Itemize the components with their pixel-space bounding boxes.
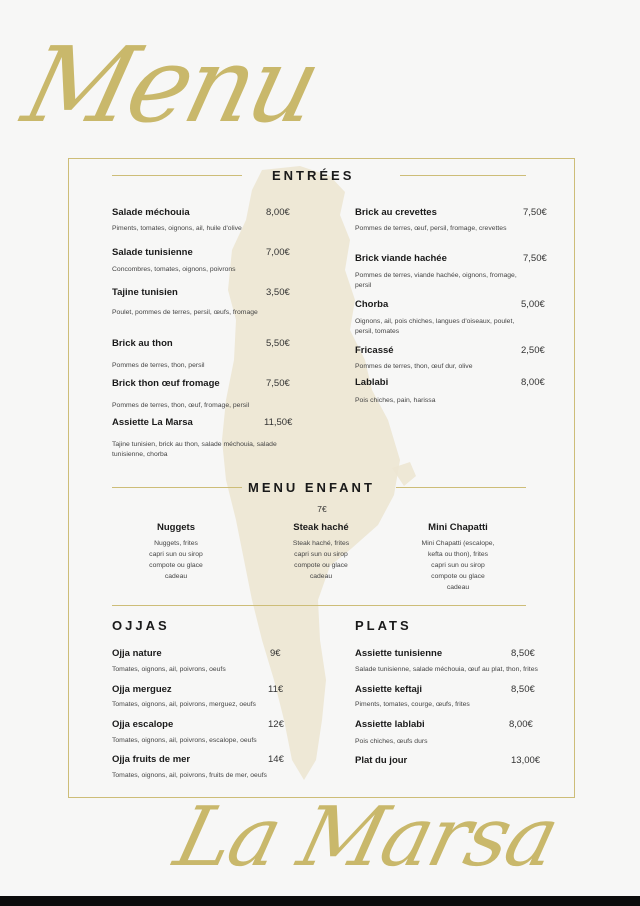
plat-desc: Piments, tomates, courge, œufs, frites [355,701,470,708]
kid-item-name: Steak haché [293,522,349,533]
plat-name: Assiette keftaji [355,684,423,695]
entree-price: 5,00€ [521,299,545,310]
entree-name: Brick au crevettes [355,207,437,218]
entree-name: Chorba [355,299,389,310]
ojja-desc: Tomates, oignons, ail, poivrons, escalope, oeufs [112,737,257,744]
plat-desc: Salade tunisienne, salade méchouia, œuf au plat, thon, frites [355,666,538,673]
ojja-price: 12€ [268,719,284,730]
kid-item-name: Mini Chapatti [428,522,488,533]
entree-price: 2,50€ [521,345,545,356]
entree-price: 7,50€ [266,378,290,389]
kid-item-desc: Steak haché, frites capri sun ou sirop compote ou glace cadeau [292,540,350,580]
menu-enfant-heading: MENU ENFANT [248,480,375,495]
entree-name: Tajine tunisien [112,287,178,298]
entree-price: 11,50€ [264,417,293,428]
menu-title: Menu [12,24,330,146]
plat-name: Assiette lablabi [355,719,425,730]
ojja-desc: Tomates, oignons, ail, poivrons, fruits de mer, oeufs [112,772,267,779]
entree-name: Assiette La Marsa [112,417,193,428]
entree-desc: Pommes de terres, thon, œuf dur, olive [355,363,473,370]
entree-price: 8,00€ [521,377,545,388]
entree-desc: Pois chiches, pain, harissa [355,397,436,404]
entree-price: 7,50€ [523,253,547,264]
kid-menu-item [121,522,231,582]
entree-name: Salade méchouia [112,207,190,218]
kid-item-desc: Nuggets, frites capri sun ou sirop compote ou glace cadeau [149,540,203,580]
entree-desc: Poulet, pommes de terres, persil, œufs, fromage [112,309,258,316]
entree-desc: Concombres, tomates, oignons, poivrons [112,266,236,273]
entree-price: 7,50€ [523,207,547,218]
enfant-rule-left [112,487,242,488]
kid-item-name: Nuggets [157,522,195,533]
entrees-rule-left [112,175,242,176]
ojja-name: Ojja fruits de mer [112,754,191,765]
entree-name: Brick au thon [112,338,173,349]
entree-desc: Pommes de terres, viande hachée, oignons, fromage, persil [355,272,517,289]
plats-heading: PLATS [355,618,412,633]
ojja-desc: Tomates, oignons, ail, poivrons, oeufs [112,666,226,673]
section-divider [112,605,526,606]
entree-price: 3,50€ [266,287,290,298]
ojja-name: Ojja nature [112,648,162,659]
entree-desc: Piments, tomates, oignons, ail, huile d'olive [112,225,242,232]
entree-desc: Pommes de terres, thon, persil [112,362,205,369]
plat-price: 8,00€ [509,719,533,730]
ojja-price: 9€ [270,648,281,659]
ojja-name: Ojja merguez [112,684,172,695]
entrees-rule-right [400,175,526,176]
entrees-heading: ENTRÉES [272,168,355,183]
kid-menu-item [403,522,513,593]
entree-desc: Pommes de terres, thon, œuf, fromage, persil [112,402,250,409]
entree-desc: Tajine tunisien, brick au thon, salade méchouia, salade tunisienne, chorba [112,441,277,458]
kid-item-desc: Mini Chapatti (escalope, kefta ou thon), frites capri sun ou sirop compote ou glace cadeau [421,540,495,591]
entree-price: 5,50€ [266,338,290,349]
entree-name: Fricassé [355,345,394,356]
entree-name: Brick viande hachée [355,253,447,264]
ojja-desc: Tomates, oignons, ail, poivrons, merguez, oeufs [112,701,256,708]
ojja-name: Ojja escalope [112,719,174,730]
restaurant-name-script: La Marsa [166,790,567,885]
entree-price: 8,00€ [266,207,290,218]
ojja-price: 11€ [268,684,284,695]
plat-price: 8,50€ [511,648,535,659]
enfant-rule-right [396,487,526,488]
entree-desc: Pommes de terres, œuf, persil, fromage, crevettes [355,225,507,232]
plat-price: 8,50€ [511,684,535,695]
plat-price: 13,00€ [511,755,541,766]
plat-name: Plat du jour [355,755,408,766]
ojja-price: 14€ [268,754,284,765]
plat-desc: Pois chiches, œufs durs [355,738,428,745]
menu-enfant-price: 7€ [317,504,327,514]
entree-desc: Oignons, ail, pois chiches, langues d'oiseaux, poulet, persil, tomates [355,318,515,335]
bottom-bar [0,896,640,906]
entree-name: Brick thon œuf fromage [112,378,220,389]
entree-name: Lablabi [355,377,389,388]
entree-price: 7,00€ [266,247,290,258]
kid-menu-item [266,522,376,582]
ojjas-heading: OJJAS [112,618,170,633]
plat-name: Assiette tunisienne [355,648,443,659]
entree-name: Salade tunisienne [112,247,193,258]
